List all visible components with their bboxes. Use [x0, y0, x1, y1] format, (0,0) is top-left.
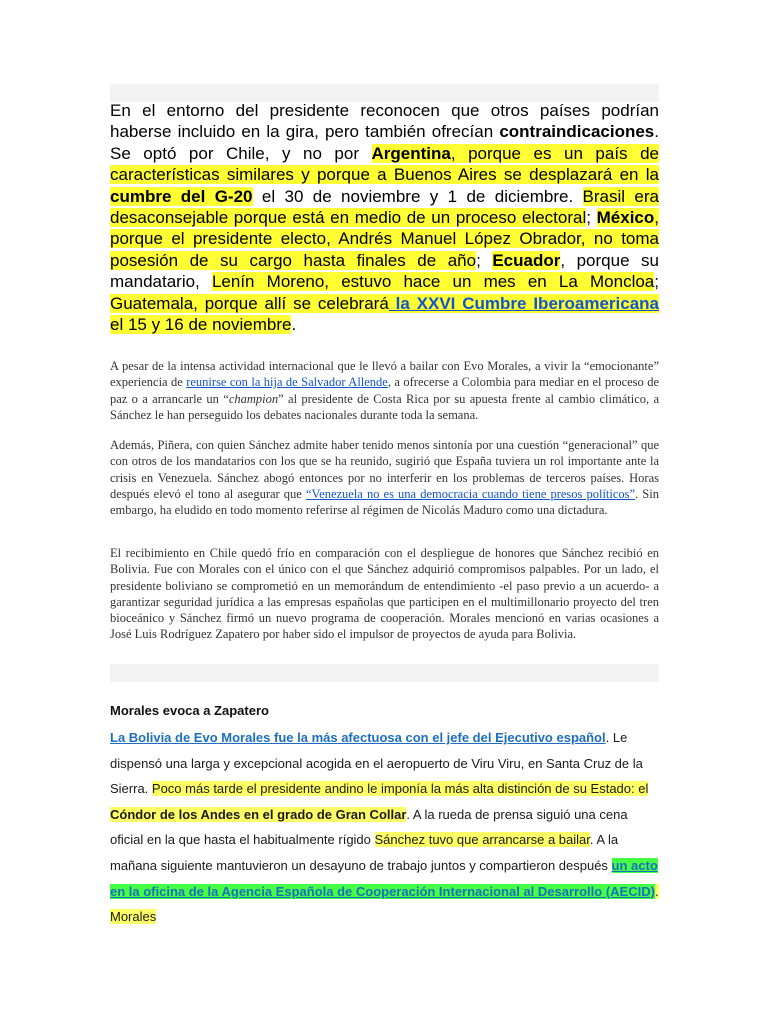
p4-highlight: . Morales	[110, 883, 659, 925]
lead-text: ;	[654, 272, 659, 292]
p1-text: ” al presidente de Costa Rica por su apuesta frente al cambio climático, a Sánchez le han perseguido los debates nacionales durante toda la semana.	[110, 391, 659, 422]
bolivia-link[interactable]: La Bolivia de Evo Morales fue la más afectuosa con el jefe del Ejecutivo español	[110, 730, 606, 745]
paragraph-4	[110, 725, 659, 930]
lead-text: ;	[476, 250, 493, 270]
lead-highlight: , porque el presidente electo, Andrés Manuel López Obrador, no toma posesión de su cargo hasta finales de año	[110, 208, 659, 270]
lead-bold-contraindicaciones: contraindicaciones	[499, 122, 655, 142]
lead-highlight: el 15 y 16 de noviembre	[110, 315, 292, 335]
p1-text: , a ofrecerse a Colombia para mediar en el proceso de paz o a arrancarle un “	[110, 375, 659, 406]
paragraph-1	[110, 358, 659, 423]
p4-highlight-bailar: Sánchez tuvo que arrancarse a bailar	[374, 832, 590, 848]
p1-italic: champion	[228, 391, 279, 406]
lead-highlight-brasil: Brasil era desaconsejable porque está en medio de un proceso electoral	[110, 186, 659, 228]
p2-text: . Sin embargo, ha eludido en todo momento referirse al régimen de Nicolás Maduro como una dictadura.	[110, 486, 659, 518]
bottom-band	[110, 664, 659, 682]
lead-highlight-moreno: Lenín Moreno, estuvo hace un mes en La Moncloa	[211, 272, 655, 292]
lead-text: . Se optó por Chile, y no por	[110, 122, 659, 163]
venezuela-link[interactable]: “Venezuela no es una democracia cuando tiene presos políticos”	[305, 486, 636, 501]
lead-text: En el entorno del presidente reconocen que otros países podrían haberse incluido en la gira, pero también ofrecían	[110, 101, 659, 142]
p4-highlight: Poco más tarde el presidente andino le imponía la más alta distinción de su Estado: el	[151, 781, 649, 797]
lead-text: , porque su mandatario,	[110, 250, 659, 292]
section-heading: Morales evoca a Zapatero	[110, 703, 269, 718]
paragraph-2	[110, 437, 659, 518]
p4-text: . A la mañana siguiente mantuvieron un desayuno de trabajo juntos y compartieron después	[110, 832, 619, 873]
lead-text: .	[291, 315, 297, 335]
lead-paragraph	[110, 100, 659, 335]
allende-link[interactable]: reunirse con la hija de Salvador Allende	[186, 375, 388, 390]
lead-bold-argentina: Argentina	[371, 143, 451, 163]
lead-highlight-guatemala: Guatemala, porque allí se celebrará	[110, 293, 389, 313]
lead-bold-g20: cumbre del G-20	[110, 186, 253, 206]
p4-bold-condor: Cóndor de los Andes en el grado de Gran Collar	[110, 806, 407, 822]
p1-text: A pesar de la intensa actividad internacional que le llevó a bailar con Evo Morales, a vivir la “emocionante” experiencia de	[110, 359, 659, 390]
lead-text: el 30 de noviembre y 1 de diciembre.	[252, 186, 583, 206]
lead-highlight: , porque es un país de características similares y porque a Buenos Aires se desplazará en la	[110, 143, 659, 185]
cumbre-iberoamericana-link[interactable]: la XXVI Cumbre Iberoamericana	[388, 293, 660, 313]
lead-text: ;	[586, 208, 597, 228]
p4-text: . Le dispensó una larga y excepcional acogida en el aeropuerto de Viru Viru, en Santa Cruz de la Sierra.	[110, 730, 643, 797]
paragraph-3: El recibimiento en Chile quedó frío en comparación con el despliegue de honores que Sánchez recibió en Bolivia. Fue con Morales con el único con el que Sánchez adquirió compromisos palpables. Por un lado, el presidente boliviano se comprometió en un memorándum de entendimiento -el paso previo a un acuerdo- a garantizar seguridad jurídica a las empresas españolas que participen en el multimillonario proyecto del tren bioceánico y Sánchez firmó un nuevo programa de cooperación. Morales mencionó en varias ocasiones a José Luis Rodríguez Zapatero por haber sido el impulsor de proyectos de ayuda para Bolivia.	[110, 546, 659, 642]
lead-bold-mexico: México	[596, 208, 655, 228]
aecid-link[interactable]: un acto en la oficina de la Agencia Española de Cooperación Internacional al Desarrollo (AECID)	[110, 857, 658, 899]
lead-bold-ecuador: Ecuador	[492, 250, 561, 270]
p4-text: . A la rueda de prensa siguió una cena oficial en la que hasta el habitualmente rígido	[110, 806, 628, 848]
p2-text: Además, Piñera, con quien Sánchez admite haber tenido menos sintonía por una cuestión “generacional” que con otros de los mandatarios con los que se ha reunido, sugirió que España tuviera un rol importante ante la crisis en Venezuela. Sánchez abogó entonces por no interferir en los problemas de terceros países. Horas después elevó el tono al asegurar que	[110, 438, 659, 501]
